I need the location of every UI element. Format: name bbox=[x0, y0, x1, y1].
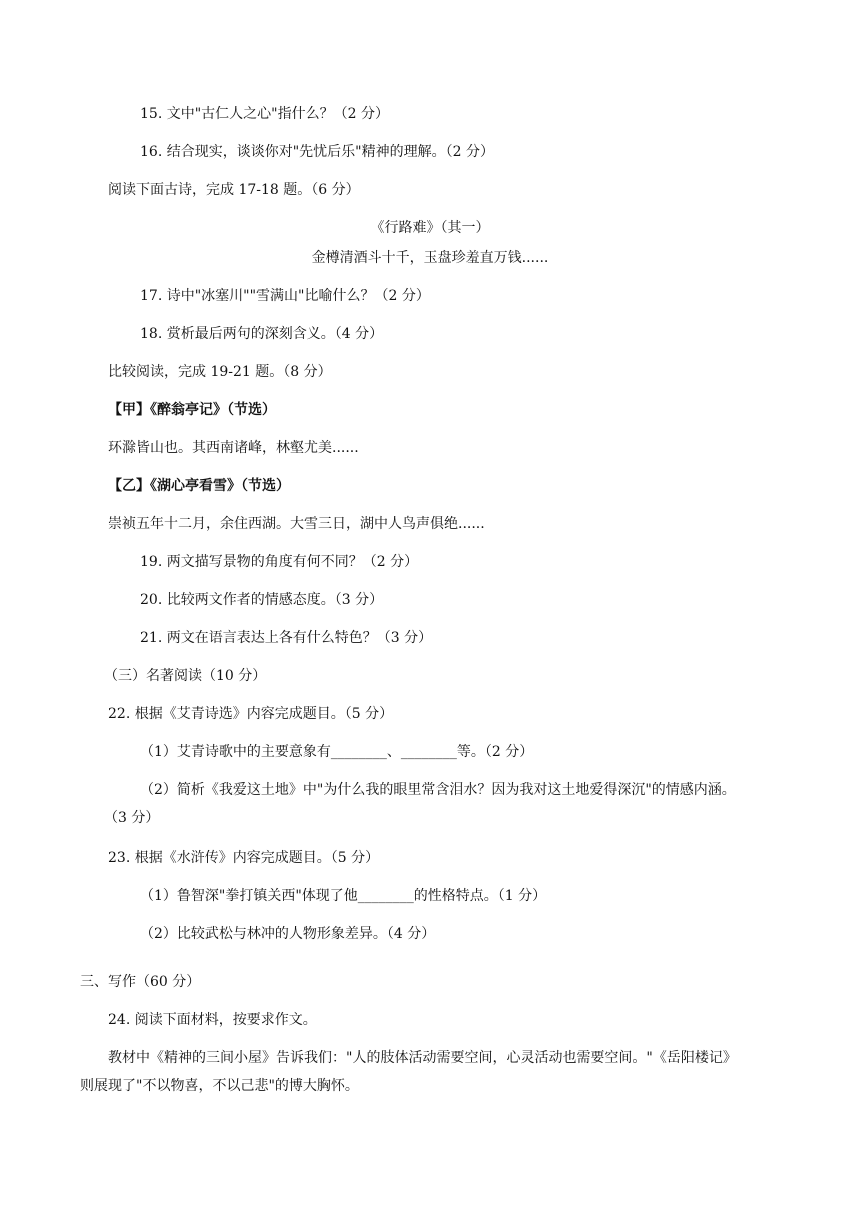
poem-title: 《行路难》（其一） bbox=[370, 220, 490, 236]
passage-jia-text: 环滁皆山也。其西南诸峰，林壑尤美...... bbox=[108, 440, 359, 456]
question-19: 19. 两文描写景物的角度有何不同？（2 分） bbox=[140, 554, 419, 570]
question-20: 20. 比较两文作者的情感态度。（3 分） bbox=[140, 592, 384, 608]
passage-yi-title: 【乙】《湖心亭看雪》（节选） bbox=[108, 478, 290, 494]
writing-material-line-2: 则展现了"不以物喜，不以己悲"的博大胸怀。 bbox=[80, 1078, 359, 1094]
question-23-part-2: （2）比较武松与林冲的人物形象差异。（4 分） bbox=[140, 926, 436, 942]
writing-section-title: 三、写作（60 分） bbox=[80, 974, 201, 990]
question-18: 18. 赏析最后两句的深刻含义。（4 分） bbox=[140, 326, 384, 342]
question-22-part-2-score: （3 分） bbox=[104, 810, 160, 826]
question-23: 23. 根据《水浒传》内容完成题目。（5 分） bbox=[108, 850, 380, 866]
question-15: 15. 文中"古仁人之心"指什么？（2 分） bbox=[140, 106, 389, 122]
question-22-part-1: （1）艾青诗歌中的主要意象有________、________等。（2 分） bbox=[140, 744, 534, 760]
passage-yi-text: 崇祯五年十二月，余住西湖。大雪三日，湖中人鸟声俱绝...... bbox=[108, 516, 485, 532]
poem-reading-intro: 阅读下面古诗，完成 17-18 题。（6 分） bbox=[108, 182, 360, 198]
section-classics-title: （三）名著阅读（10 分） bbox=[104, 668, 267, 684]
question-21: 21. 两文在语言表达上各有什么特色？（3 分） bbox=[140, 630, 433, 646]
question-16: 16. 结合现实，谈谈你对"先忧后乐"精神的理解。（2 分） bbox=[140, 144, 494, 160]
question-17: 17. 诗中"冰塞川""雪满山"比喻什么？（2 分） bbox=[140, 288, 430, 304]
poem-first-line: 金樽清酒斗十千，玉盘珍羞直万钱...... bbox=[311, 250, 549, 266]
question-22-part-2: （2）简析《我爱这土地》中"为什么我的眼里常含泪水？因为我对这土地爱得深沉"的情感内涵。 bbox=[140, 782, 736, 798]
question-22: 22. 根据《艾青诗选》内容完成题目。（5 分） bbox=[108, 706, 394, 722]
question-24: 24. 阅读下面材料，按要求作文。 bbox=[108, 1012, 317, 1028]
question-23-part-1: （1）鲁智深"拳打镇关西"体现了他________的性格特点。（1 分） bbox=[140, 888, 547, 904]
comparative-reading-intro: 比较阅读，完成 19-21 题。（8 分） bbox=[108, 364, 332, 380]
passage-jia-title: 【甲】《醉翁亭记》（节选） bbox=[108, 402, 276, 418]
writing-material-line-1: 教材中《精神的三间小屋》告诉我们："人的肢体活动需要空间，心灵活动也需要空间。"《岳阳楼记》 bbox=[108, 1050, 737, 1066]
